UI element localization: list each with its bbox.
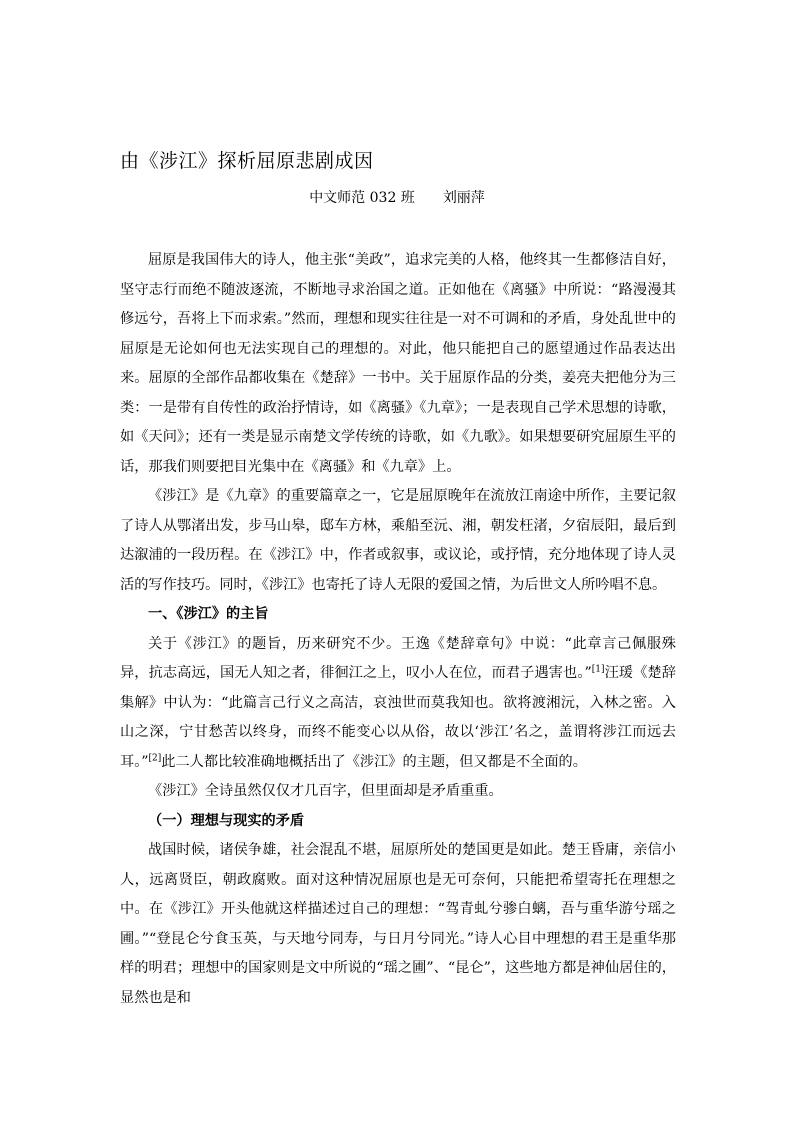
- section-heading-1: 一、《涉江》的主旨: [148, 606, 269, 622]
- subsection-heading-1: （一）理想与现实的矛盾: [148, 812, 305, 829]
- document-title: 由《涉江》探析屈原悲剧成因: [120, 150, 374, 172]
- intro-paragraph-1: 屈原是我国伟大的诗人，他主张“美政”，追求完美的人格，他终其一生都修洁自好，坚守志行而绝不随波逐流，不断地寻求治国之道。正如他在《离骚》中所说：“路漫漫其修远兮，吾将上下而求索。”然而，理想和现实往往是一对不可调和的矛盾，身处乱世中的屈原是无论如何也无法实现自己的理想的。对此，他只能把自己的愿望通过作品表达出来。屈原的全部作品都收集在《楚辞》一书中。关于屈原作品的分类，姜亮夫把他分为三类：一是带有自传性的政治抒情诗，如《离骚》《九章》；一是表现自己学术思想的诗歌，如《天问》；还有一类是显示南楚文学传统的诗歌，如《九歌》。如果想要研究屈原生平的话，那我们则要把目光集中在《离骚》和《九章》上。: [120, 252, 676, 475]
- document-body: [120, 246, 676, 1013]
- section-1-paragraph-2: 《涉江》全诗虽然仅仅才几百字，但里面却是矛盾重重。: [148, 783, 503, 799]
- intro-paragraph-2: 《涉江》是《九章》的重要篇章之一，它是屈原晚年在流放江南途中所作，主要记叙了诗人从鄂渚出发，步马山皋，邸车方林，乘船至沅、湘，朝发枉渚，夕宿辰阳，最后到达溆浦的一段历程。在《涉江》中，作者或叙事，或议论，或抒情，充分地体现了诗人灵活的写作技巧。同时，《涉江》也寄托了诗人无限的爱国之情，为后世文人所吟唱不息。: [120, 488, 676, 593]
- footnote-ref-2: [2]: [148, 752, 162, 763]
- byline: [120, 187, 674, 207]
- quote-text-2: 汪瑗《楚辞集解》中认为：“此篇言己行义之高洁，哀浊世而莫我知也。欲将渡湘沅，入林之密。入山之深，宁甘愁苦以终身，而终不能变心以从俗，故以‘涉江’名之，盖谓将涉江而远去耳。”: [120, 665, 676, 770]
- quote-text-1: 关于《涉江》的题旨，历来研究不少。王逸《楚辞章句》中说：“此章言己佩服殊异，抗志高远，国无人知之者，徘徊江之上，叹小人在位，而君子遇害也。”: [120, 635, 676, 681]
- author-name: 刘丽萍: [442, 190, 485, 206]
- class-name: 中文师范 032 班: [309, 190, 415, 206]
- subsection-1-paragraph-1: 战国时候，诸侯争雄，社会混乱不堪，屈原所处的楚国更是如此。楚王昏庸，亲信小人，远离贤臣，朝政腐败。面对这种情况屈原也是无可奈何，只能把希望寄托在理想之中。在《涉江》开头他就这样描述过自己的理想：“驾青虬兮骖白螭，吾与重华游兮瑶之圃。”“登昆仑兮食玉英，与天地兮同寿，与日月兮同光。”诗人心目中理想的君王是重华那样的明君；理想中的国家则是文中所说的“瑶之圃”、“昆仑”，这些地方都是神仙居住的，显然也是和: [120, 842, 676, 1006]
- section-1-paragraph-1: [120, 630, 676, 778]
- summary-text: 此二人都比较准确地概括出了《涉江》的主题，但又都是不全面的。: [161, 753, 587, 770]
- footnote-ref-1: [1]: [591, 664, 605, 675]
